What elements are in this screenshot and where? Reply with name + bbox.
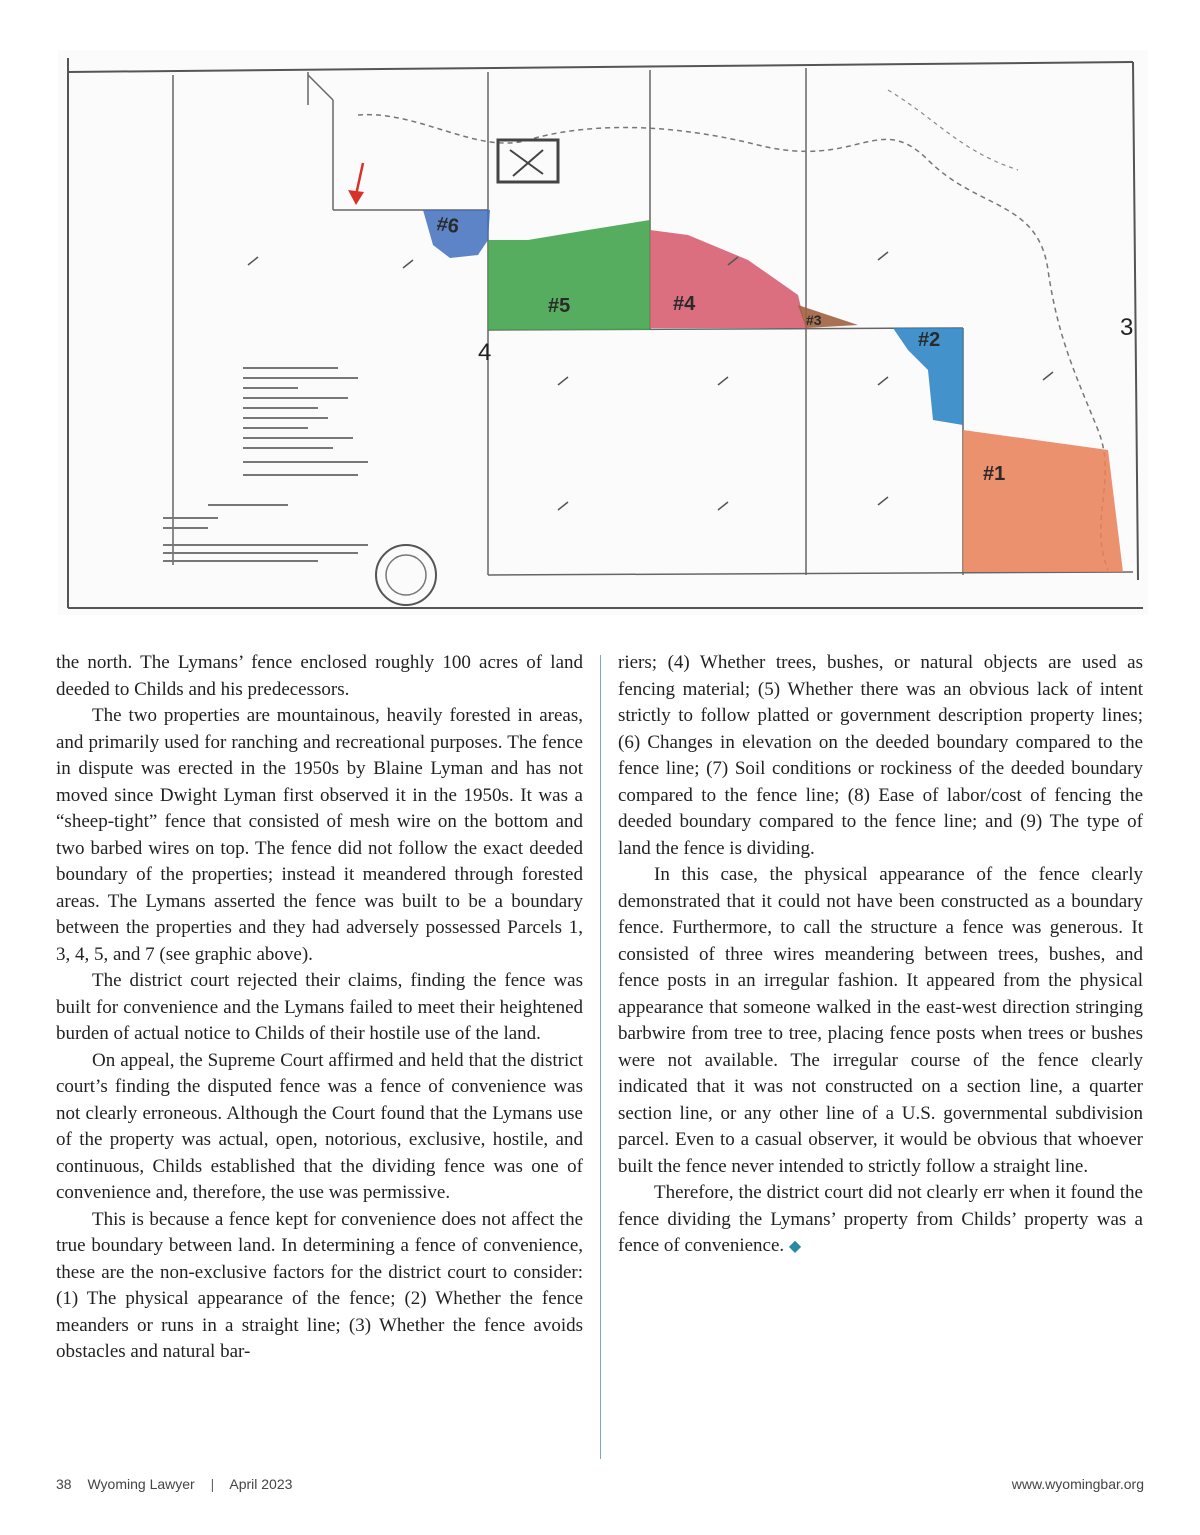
article-column-right <box>618 650 1143 1261</box>
paragraph: In this case, the physical appearance of the fence clearly demonstrated that it could not have been constructed as a boundary fence. Furthermore, to call the structure a fence was generous. It consisted of three wires meandering between trees, bushes, and fence posts in an irregular fashion. It appeared from the physical appearance that someone walked in the east-west direction stringing barbwire from tree to tree, placing fence posts when trees or bushes were not available. The irregular course of the fence clearly indicated that it was not constructed on a section line, a quarter section line, or any other line of a U.S. governmental subdivision parcel. Even to a casual observer, it would be obvious that whoever built the fence never intended to strictly follow a straight line. <box>618 864 1143 1177</box>
page-footer <box>56 1476 1146 1496</box>
column-divider <box>600 655 601 1459</box>
article-column-left <box>56 650 583 1366</box>
paragraph-final <box>618 1180 1143 1261</box>
parcel-label-3: #3 <box>806 312 822 328</box>
end-mark-icon: ◆ <box>788 1238 802 1255</box>
publication-name: Wyoming Lawyer <box>87 1476 195 1492</box>
paragraph: On appeal, the Supreme Court affirmed and held that the district court’s finding the disputed fence was a fence of convenience was not clearly erroneous. Although the Court found that the Lymans use of the property was actual, open, notorious, exclusive, hostile, and continuous, Childs established that the dividing fence was one of convenience and, therefore, the use was permissive. <box>56 1049 583 1203</box>
paragraph: The district court rejected their claims, finding the fence was built for convenience and the Lymans failed to meet their heightened burden of actual notice to Childs of their hostile use of the land. <box>56 970 583 1044</box>
paragraph-text: Therefore, the district court did not clearly err when it found the fence dividing the Lymans’ property from Childs’ property was a fence of convenience. <box>618 1182 1143 1256</box>
section-label-3: 3 <box>1120 314 1134 341</box>
page-number: 38 <box>56 1476 72 1492</box>
parcel-survey-map <box>58 50 1148 615</box>
paragraph: This is because a fence kept for convenience does not affect the true boundary between land. In determining a fence of convenience, these are the non-exclusive factors for the district court to consider: (1) The physical appearance of the fence; (2) Whether the fence meanders or runs in a straight line; (3) Whether the fence avoids obstacles and natural bar- <box>56 1208 583 1362</box>
issue-date: April 2023 <box>229 1476 293 1492</box>
website-link[interactable]: www.wyomingbar.org <box>1011 1476 1144 1492</box>
parcel-label-5: #5 <box>548 295 571 317</box>
parcel-label-2: #2 <box>918 329 941 351</box>
paragraph: riers; (4) Whether trees, bushes, or natural objects are used as fencing material; (5) Whether there was an obvious lack of intent strictly to follow platted or government description property lines; (6) Changes in elevation on the deeded boundary compared to the fence line; (7) Soil conditions or rockiness of the deeded boundary compared to the fence line; (8) Ease of labor/cost of fencing the deeded boundary compared to the fence line; and (9) The type of land the fence is dividing. <box>618 652 1143 859</box>
paragraph: The two properties are mountainous, heavily forested in areas, and primarily used for ranching and recreational purposes. The fence in dispute was erected in the 1950s by Blaine Lyman and has not moved since Dwight Lyman first observed it in the 1950s. It was a “sheep-tight” fence that consisted of mesh wire on the bottom and two barbed wires on top. The fence did not follow the exact deeded boundary of the properties; instead it meandered through forested areas. The Lymans asserted the fence was built to be a boundary between the properties and they had adversely possessed Parcels 1, 3, 4, 5, and 7 (see graphic above). <box>56 705 583 965</box>
parcel-label-6: #6 <box>435 213 461 239</box>
footer-separator: | <box>210 1476 215 1492</box>
parcel-1 <box>963 430 1123 572</box>
parcel-label-1: #1 <box>983 463 1006 485</box>
section-label-4: 4 <box>478 339 492 366</box>
paragraph: the north. The Lymans’ fence enclosed roughly 100 acres of land deeded to Childs and his predecessors. <box>56 652 583 700</box>
parcel-label-4: #4 <box>673 293 696 315</box>
